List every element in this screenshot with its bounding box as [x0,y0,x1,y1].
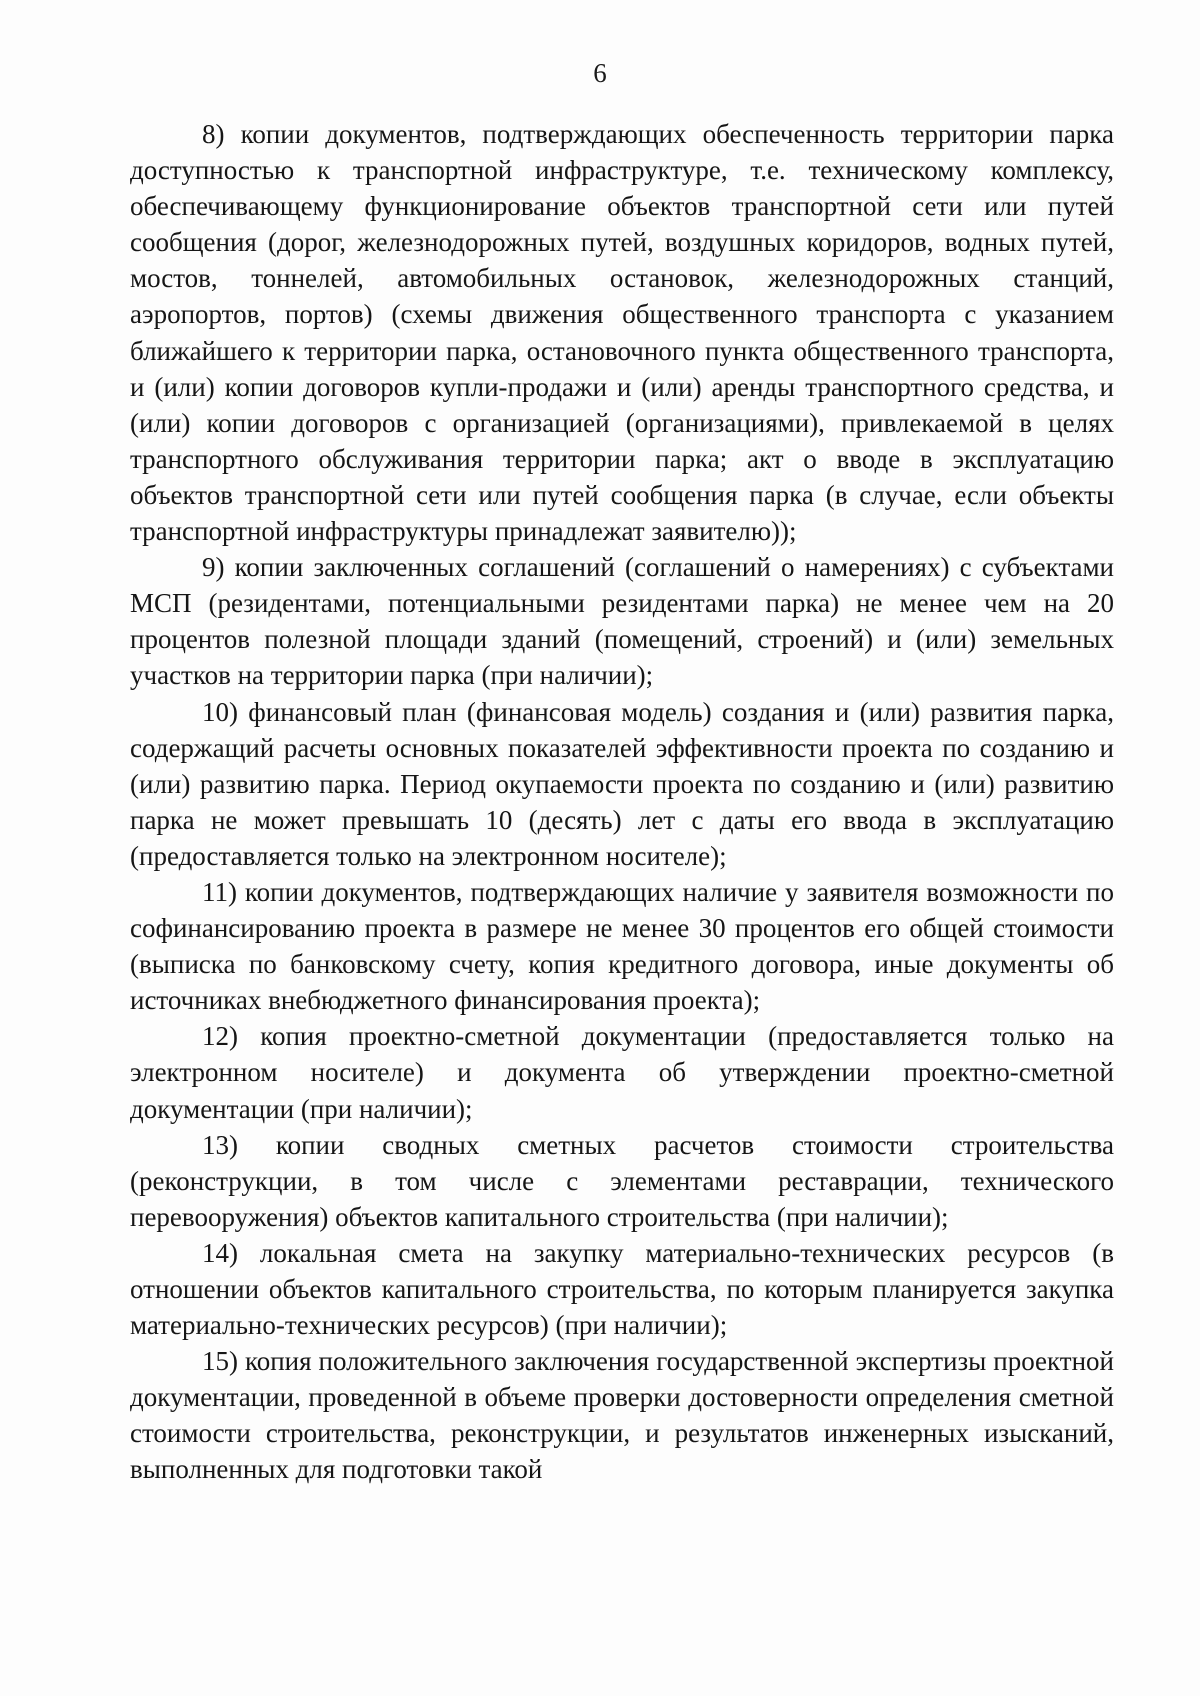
paragraph-item-9: 9) копии заключенных соглашений (соглашений о намерениях) с субъектами МСП (резидентами, потенциальными резидентами парка) не менее чем на 20 процентов полезной площади зданий (помещений, строений) и (или) земельных участков на территории парка (при наличии); [130,552,1114,691]
paragraph-item-10: 10) финансовый план (финансовая модель) создания и (или) развития парка, содержащий расчеты основных показателей эффективности проекта по созданию и (или) развитию парка. Период окупаемости проекта по созданию и (или) развитию парка не может превышать 10 (десять) лет с даты его ввода в эксплуатацию (предоставляется только на электронном носителе); [130,696,1114,871]
page-number: 6 [593,58,607,88]
paragraph-item-12: 12) копия проектно-сметной документации (предоставляется только на электронном носителе) и документа об утверждении проектно-сметной документации (при наличии); [130,1021,1114,1124]
paragraph-item-8: 8) копии документов, подтверждающих обеспеченность территории парка доступностью к транспортной инфраструктуре, т.е. техническому комплексу, обеспечивающему функционирование объектов транспортной сети или путей сообщения (дорог, железнодорожных путей, воздушных коридоров, водных путей, мостов, тоннелей, автомобильных остановок, железнодорожных станций, аэропортов, портов) (схемы движения общественного транспорта с указанием ближайшего к территории парка, остановочного пункта общественного транспорта, и (или) копии договоров купли-продажи и (или) аренды транспортного средства, и (или) копии договоров с организацией (организациями), привлекаемой в целях транспортного обслуживания территории парка; акт о вводе в эксплуатацию объектов транспортной сети или путей сообщения парка (в случае, если объекты транспортной инфраструктуры принадлежат заявителю)); [130,119,1114,547]
paragraph-item-11: 11) копии документов, подтверждающих наличие у заявителя возможности по софинансированию проекта в размере не менее 30 процентов его общей стоимости (выписка по банковскому счету, копия кредитного договора, иные документы об источниках внебюджетного финансирования проекта); [130,876,1114,1016]
paragraph-item-13: 13) копии сводных сметных расчетов стоимости строительства (реконструкции, в том числе с элементами реставрации, технического перевооружения) объектов капитального строительства (при наличии); [130,1129,1114,1232]
paragraph-item-14: 14) локальная смета на закупку материально-технических ресурсов (в отношении объектов капитального строительства, по которым планируется закупка материально-технических ресурсов) (при наличии); [130,1237,1114,1341]
document-body [130,116,1114,1488]
paragraph-item-15: 15) копия положительного заключения государственной экспертизы проектной документации, проведенной в объеме проверки достоверности определения сметной стоимости строительства, реконструкции, и результатов инженерных изысканий, выполненных для подготовки такой [130,1346,1114,1485]
